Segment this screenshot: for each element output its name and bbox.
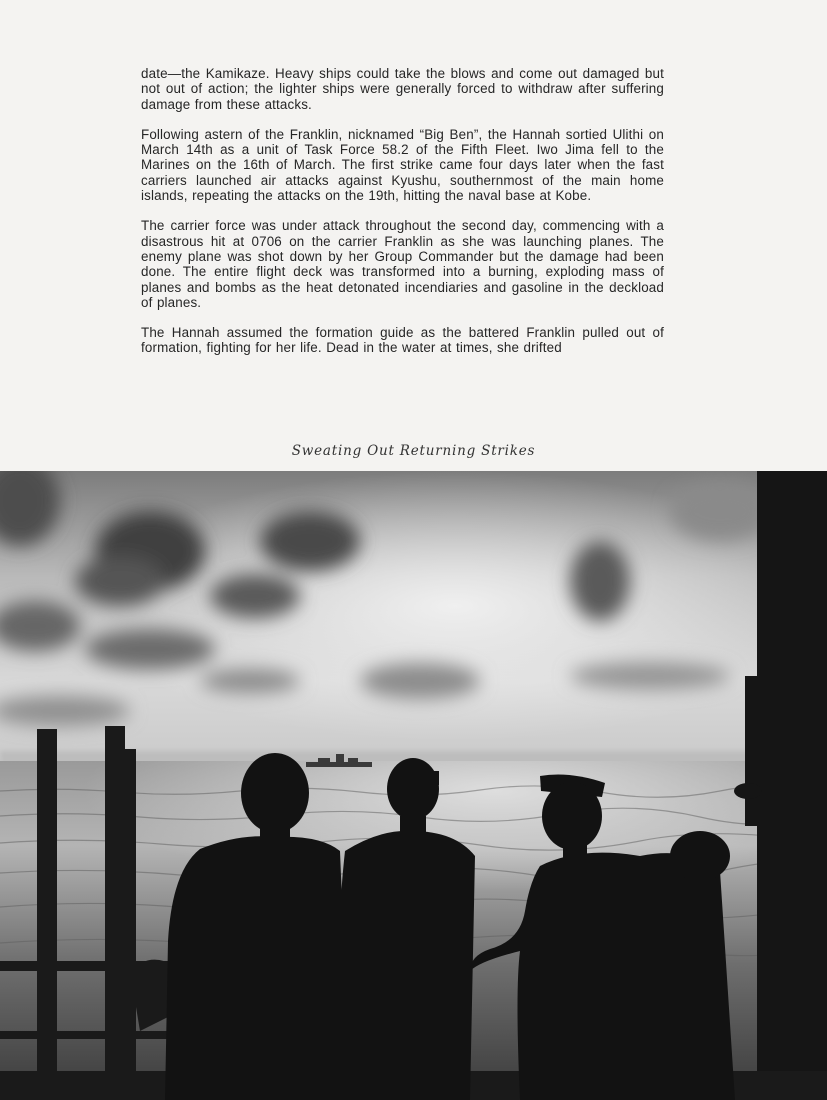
paragraph-2: Following astern of the Franklin, nicknamed “Big Ben”, the Hannah sortied Ulithi on March 14th as a unit of Task Force 58.2 of the Fifth Fleet. Iwo Jima fell to the Marines on the 16th of March. The first strike came four days later when the fast carriers launched air attacks against Kyushu, southernmost of the main home islands, repeating the attacks on the 19th, hitting the naval base at Kobe. [141, 126, 664, 204]
paragraph-4: The Hannah assumed the formation guide as the battered Franklin pulled out of formation, fighting for her life. Dead in the water at times, she drifted [141, 325, 664, 356]
body-text [141, 66, 664, 371]
paragraph-3: The carrier force was under attack throughout the second day, commencing with a disastrous hit at 0706 on the carrier Franklin as she was launching planes. The enemy plane was shot down by her Group Commander but the damage had been done. The entire flight deck was transformed into a burning, exploding mass of planes and bombs as the heat detonated incendiaries and gasoline in the deckload of planes. [141, 218, 664, 310]
photograph-sailors-watching-sea [0, 471, 827, 1100]
paragraph-1: date—the Kamikaze. Heavy ships could take the blows and come out damaged but not out of action; the lighter ships were generally forced to withdraw after suffering damage from these attacks. [141, 66, 664, 112]
photo-caption: Sweating Out Returning Strikes [291, 443, 536, 459]
